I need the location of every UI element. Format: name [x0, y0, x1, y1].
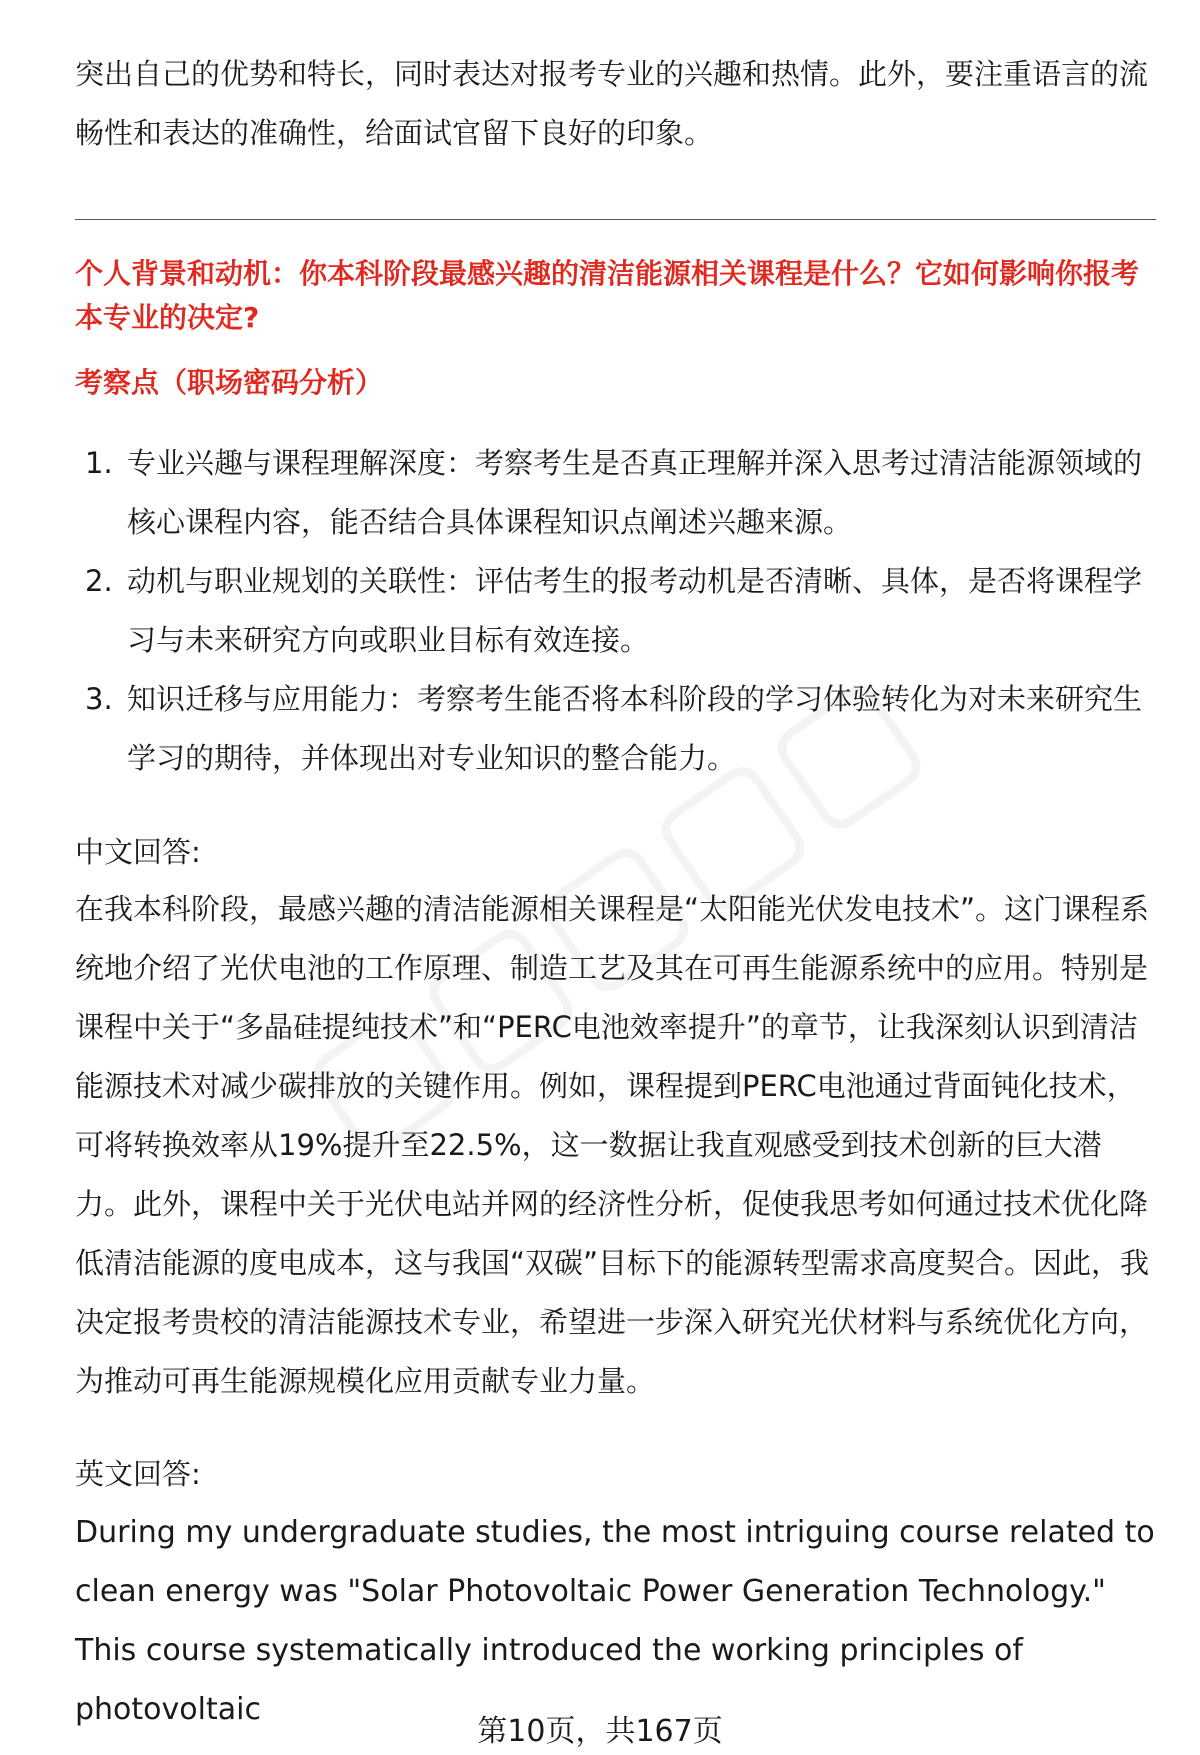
list-item-text: 动机与职业规划的关联性：评估考生的报考动机是否清晰、具体，是否将课程学习与未来研究方向或职业目标有效连接。 — [127, 564, 1143, 657]
cn-answer-label: 中文回答: — [75, 835, 201, 869]
question-heading: 个人背景和动机：你本科阶段最感兴趣的清洁能源相关课程是什么？它如何影响你报考本专业的决定? — [75, 257, 1140, 334]
cn-answer-paragraph: 在我本科阶段，最感兴趣的清洁能源相关课程是“太阳能光伏发电技术”。这门课程系统地介绍了光伏电池的工作原理、制造工艺及其在可再生能源系统中的应用。特别是课程中关于“多晶硅提纯技术”和“PERC电池效率提升”的章节，让我深刻认识到清洁能源技术对减少碳排放的关键作用。例如，课程提到PERC电池通过背面钝化技术，可将转换效率从19%提升至22.5%，这一数据让我直观感受到技术创新的巨大潜力。此外，课程中关于光伏电站并网的经济性分析，促使我思考如何通过技术优化降低清洁能源的度电成本，这与我国“双碳”目标下的能源转型需求高度契合。因此，我决定报考贵校的清洁能源技术专业，希望进一步深入研究光伏材料与系统优化方向，为推动可再生能源规模化应用贡献专业力量。 — [75, 892, 1150, 1398]
list-item — [75, 670, 1155, 788]
list-item — [75, 434, 1155, 552]
intro-paragraph: 突出自己的优势和特长，同时表达对报考专业的兴趣和热情。此外，要注重语言的流畅性和表达的准确性，给面试官留下良好的印象。 — [75, 57, 1149, 150]
list-item-text: 知识迁移与应用能力：考察考生能否将本科阶段的学习体验转化为对未来研究生学习的期待，并体现出对专业知识的整合能力。 — [127, 682, 1143, 775]
list-item — [75, 552, 1155, 670]
exam-points-list — [75, 434, 1155, 788]
list-item-text: 专业兴趣与课程理解深度：考察考生是否真正理解并深入思考过清洁能源领域的核心课程内容，能否结合具体课程知识点阐述兴趣来源。 — [127, 446, 1143, 539]
en-answer-paragraph: During my undergraduate studies, the most intriguing course related to clean energy was "Solar Photovoltaic Power Generation Technology." This course systematically introduced the working principles of photovoltaic — [75, 1515, 1155, 1727]
section-divider — [75, 219, 1156, 220]
page-footer: 第10页，共167页 — [477, 1714, 723, 1749]
list-item-number: 1. — [85, 446, 113, 480]
exam-points-title: 考察点（职场密码分析） — [75, 366, 384, 399]
list-item-number: 2. — [85, 564, 113, 598]
en-answer-label: 英文回答: — [75, 1457, 201, 1491]
list-item-number: 3. — [85, 682, 113, 716]
